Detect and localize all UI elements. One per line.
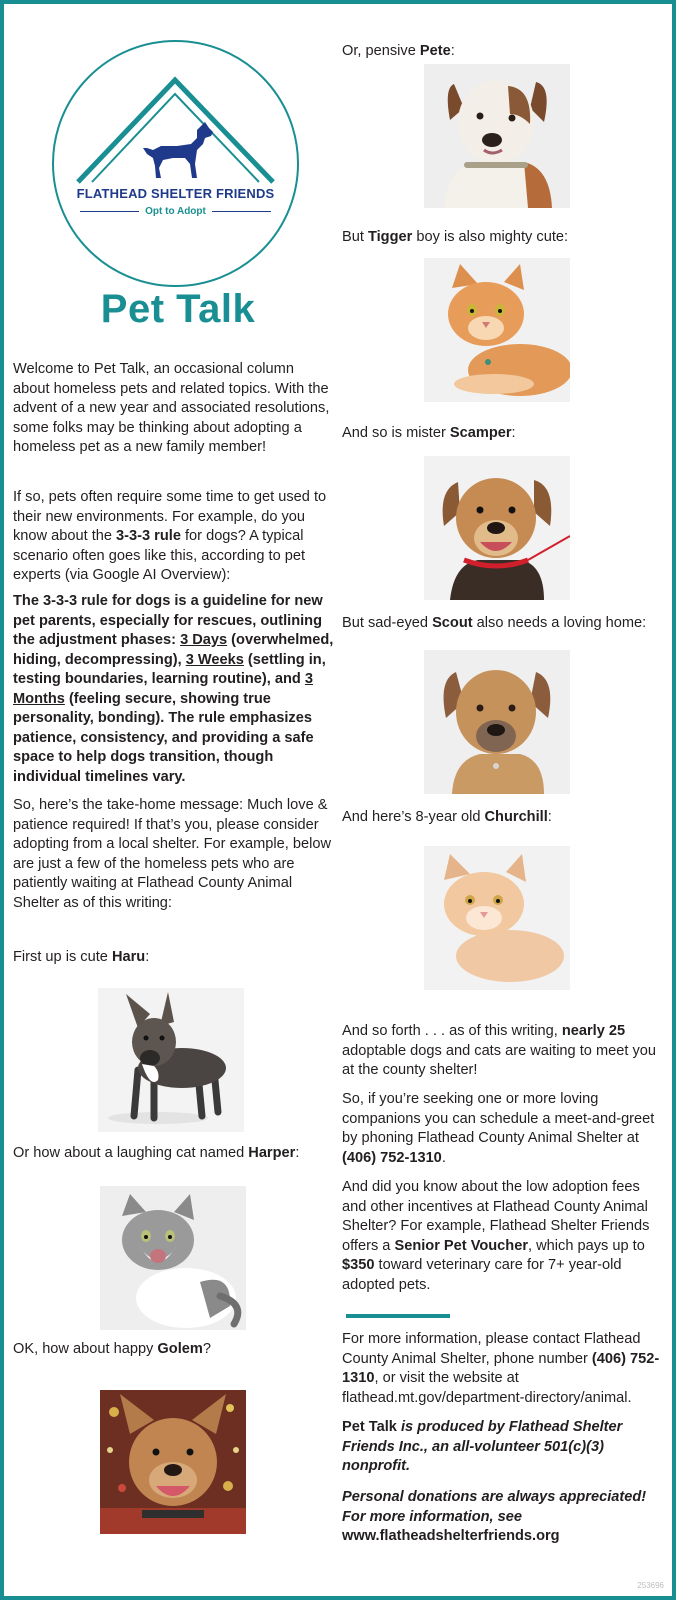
photo-harper bbox=[100, 1186, 246, 1330]
photo-churchill bbox=[424, 846, 570, 990]
intro-paragraph: Welcome to Pet Talk, an occasional column about homeless pets and related topics. With the advent of a new year and associated resolutions, some folks may be thinking about adopting a homeless pet as a new family member! bbox=[13, 361, 330, 455]
senior-voucher-paragraph: And did you know about the low adoption fees and other incentives at Flathead County Animal Shelter? For example, Flathead Shelter Friends offers a Senior Pet Voucher, which pays up to $350 toward veterinary care for 7+ year-old adopted pets. bbox=[342, 1179, 650, 1293]
nearly-25-paragraph: And so forth . . . as of this writing, nearly 25 adoptable dogs and cats are waiting to meet you at the county shelter! bbox=[342, 1023, 656, 1078]
credit-paragraph: Pet Talk is produced by Flathead Shelter Friends Inc., an all-volunteer 501(c)(3) nonprofit. bbox=[342, 1419, 623, 1474]
ad-id: 253696 bbox=[637, 1581, 664, 1590]
website-link[interactable]: www.flatheadshelterfriends.org bbox=[342, 1528, 560, 1544]
shelter-logo bbox=[52, 40, 299, 287]
caption-scout: But sad-eyed Scout also needs a loving home: bbox=[342, 615, 647, 631]
donation-paragraph: Personal donations are always appreciated! For more information, see www.flatheadshelterfriends.org bbox=[342, 1489, 647, 1544]
caption-tigger: But Tigger boy is also mighty cute: bbox=[342, 229, 569, 245]
takehome-paragraph: So, here’s the take-home message: Much love & patience required! If that’s you, please consider adopting from a local shelter. For example, below are just a few of the homeless pets who are patiently waiting at Flathead County Animal Shelter as of this writing: bbox=[13, 797, 331, 911]
caption-pete: Or, pensive Pete: bbox=[342, 43, 455, 59]
meet-greet-paragraph: So, if you’re seeking one or more loving companions you can schedule a meet-and-greet by phoning Flathead County Animal Shelter at (406) 752-1310. bbox=[342, 1091, 655, 1166]
divider bbox=[212, 211, 271, 212]
page-title: Pet Talk bbox=[100, 287, 256, 331]
photo-haru bbox=[98, 988, 244, 1132]
caption-harper: Or how about a laughing cat named Harper: bbox=[13, 1145, 300, 1161]
logo-tagline: Opt to Adopt bbox=[145, 206, 206, 217]
rule-333-paragraph: The 3-3-3 rule for dogs is a guideline for new pet parents, especially for rescues, outlining the adjustment phases: 3 Days (overwhelmed, hiding, decompressing), 3 Weeks (settling in, testing boundaries, learning routine), and 3 Months (feeling secure, showing true personality, bonding). The rule emphasizes patience, consistency, and providing a safe space to help dogs transition, though individual timelines vary. bbox=[13, 593, 334, 785]
photo-pete bbox=[424, 64, 570, 208]
caption-scamper: And so is mister Scamper: bbox=[342, 425, 516, 441]
caption-haru: First up is cute Haru: bbox=[13, 949, 150, 965]
logo-org-name: FLATHEAD SHELTER FRIENDS bbox=[76, 186, 275, 201]
photo-golem bbox=[100, 1390, 246, 1534]
contact-paragraph: For more information, please contact Flathead County Animal Shelter, phone number (406) 752-1310, or visit the website at flathead.mt.gov/department-directory/animal. bbox=[342, 1331, 660, 1406]
caption-golem: OK, how about happy Golem? bbox=[13, 1341, 211, 1357]
dog-silhouette-icon bbox=[139, 120, 217, 180]
logo-tagline-row bbox=[80, 206, 271, 217]
photo-scamper bbox=[424, 456, 570, 600]
photo-tigger bbox=[424, 258, 570, 402]
caption-churchill: And here’s 8-year old Churchill: bbox=[342, 809, 552, 825]
adjustment-paragraph: If so, pets often require some time to get used to their new environments. For example, do you know about the 3-3-3 rule for dogs? A typical scenario often goes like this, according to pet experts (via Google AI Overview): bbox=[13, 489, 327, 583]
divider bbox=[80, 211, 139, 212]
photo-scout bbox=[424, 650, 570, 794]
section-divider bbox=[346, 1314, 450, 1318]
